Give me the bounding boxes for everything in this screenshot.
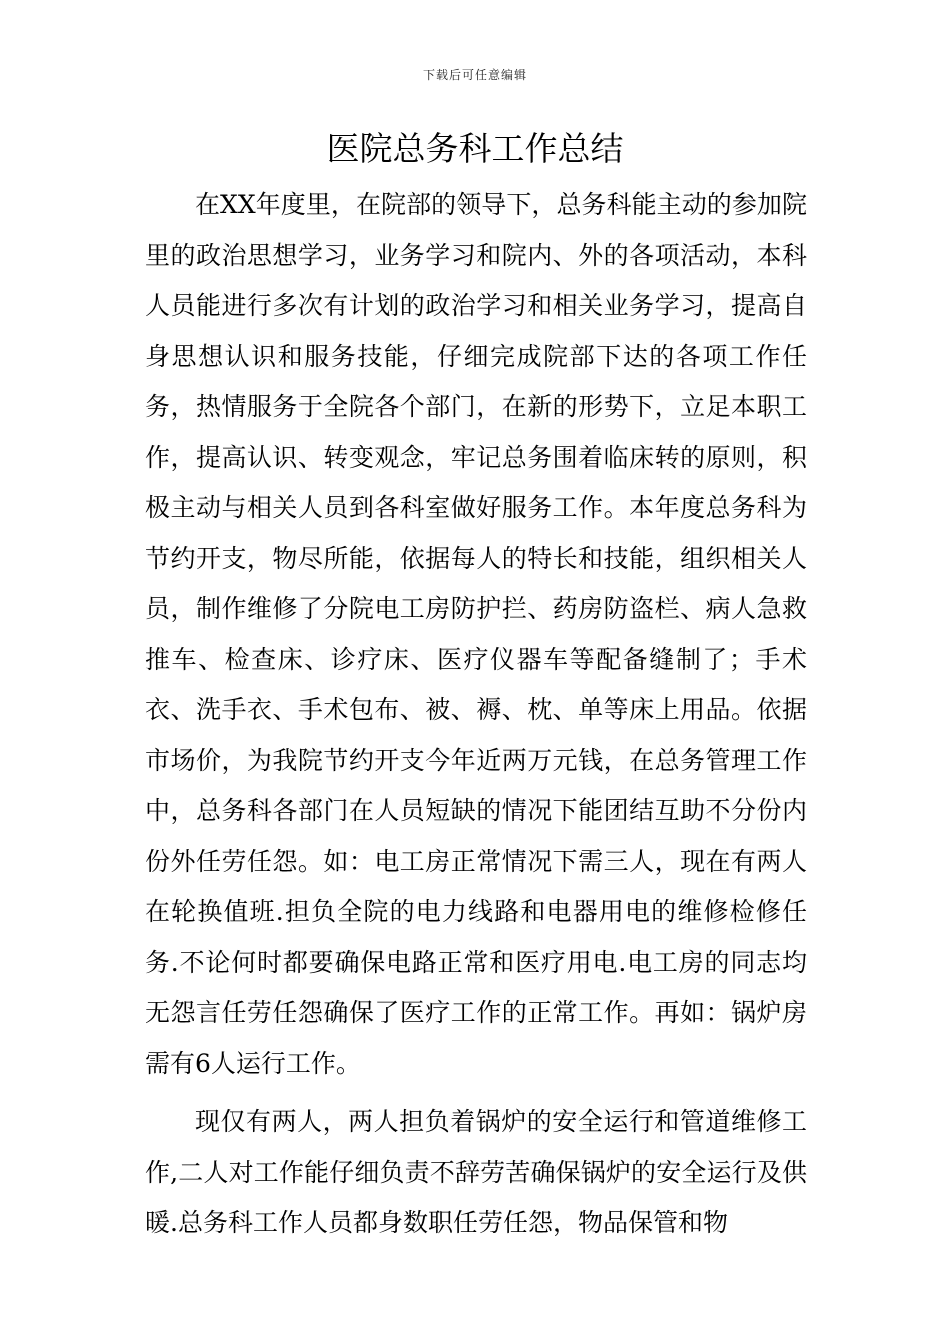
header-note: 下载后可任意编辑 [422,68,527,82]
paragraph-1: 在XX年度里，在院部的领导下，总务科能主动的参加院里的政治思想学习，业务学习和院内、外的各项活动，本科人员能进行多次有计划的政治学习和相关业务学习，提高自身思想认识和服务技能，仔细完成院部下达的各项工作任务，热情服务于全院各个部门，在新的形势下，立足本职工作，提高认识、转变观念，牢记总务围着临床转的原则，积极主动与相关人员到各科室做好服务工作。本年度总务科为节约开支，物尽所能，依据每人的特长和技能，组织相关人员，制作维修了分院电工房防护拦、药房防盗栏、病人急救推车、检查床、诊疗床、医疗仪器车等配备缝制了；手术衣、洗手衣、手术包布、被、褥、枕、单等床上用品。依据市场价，为我院节约开支今年近两万元钱，在总务管理工作中，总务科各部门在人员短缺的情况下能团结互助不分份内份外任劳任怨。如：电工房正常情况下需三人，现在有两人在轮换值班.担负全院的电力线路和电器用电的维修检修任务.不论何时都要确保电路正常和医疗用电.电工房的同志均无怨言任劳任怨确保了医疗工作的正常工作。再如：锅炉房需有6人运行工作。 [145,190,807,1078]
document-body [145,180,807,1249]
paragraph-2: 现仅有两人，两人担负着锅炉的安全运行和管道维修工作,二人对工作能仔细负责不辞劳苦确保锅炉的安全运行及供暖.总务科工作人员都身数职任劳任怨，物品保管和物 [145,1107,807,1237]
document-title: 医院总务科工作总结 [326,129,624,168]
